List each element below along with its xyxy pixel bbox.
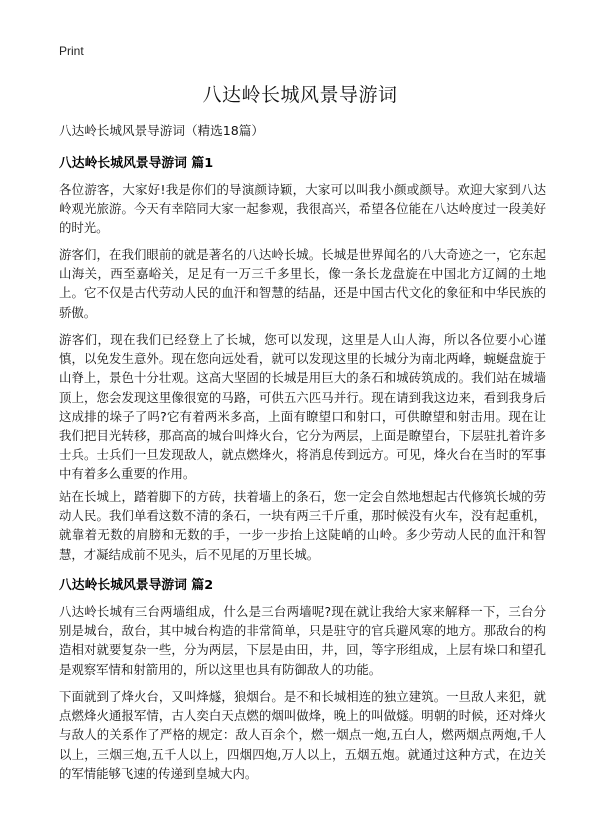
section-1-paragraph-3: 游客们，现在我们已经登上了长城，您可以发现，这里是人山人海，所以各位要小心谨慎，以免发生意外。现在您向远处看，就可以发现这里的长城分为南北两峰，蜿蜒盘旋于山脊上，景色十分壮观。这高大坚固的长城是用巨大的条石和城砖筑成的。我们站在城墙顶上，您会发现这里像很宽的马路，可供五六匹马并行。现在请到我这边来，看到我身后这成排的垛子了吗?它有着两米多高，上面有瞭望口和射口，可供瞭望和射击用。现在让我们把目光转移，那高高的城台叫烽火台，它分为两层，上面是瞭望台，下层驻扎着许多士兵。士兵们一旦发现敌人，就点燃烽火，将消息传到远方。可见，烽火台在当时的军事中有着多么重要的作用。 bbox=[59, 332, 546, 482]
section-heading-1: 八达岭长城风景导游词 篇1 bbox=[59, 156, 214, 171]
section-1-paragraph-2: 游客们，在我们眼前的就是著名的八达岭长城。长城是世界闻名的八大奇迹之一，它东起山海关，西至嘉峪关，足足有一万三千多里长，像一条长龙盘旋在中国北方辽阔的土地上。它不仅是古代劳动人民的血汗和智慧的结晶，还是中国古代文化的象征和中华民族的骄傲。 bbox=[59, 247, 546, 320]
section-2-paragraph-2: 下面就到了烽火台，又叫烽燧，狼烟台。是不和长城相连的独立建筑。一旦敌人来犯，就点燃烽火通报军情，古人奕白天点燃的烟叫做烽，晚上的叫做燧。明朝的时候，还对烽火与敌人的关系作了严格的规定：敌人百余个，燃一烟点一炮,五白人，燃两烟点两炮,千人以上，三烟三炮,五千人以上，四烟四炮,万人以上，五烟五炮。就通过这种方式，在边关的军情能够飞速的传递到皇城大内。 bbox=[59, 689, 546, 781]
document-subtitle: 八达岭长城风景导游词（精选18篇） bbox=[59, 123, 264, 138]
section-2-paragraph-1: 八达岭长城有三台两墙组成，什么是三台两墙呢?现在就让我给大家来解释一下，三台分别是城台，敌台，其中城台构造的非常简单，只是驻守的官兵避风寒的地方。那敌台的构造相对就要复杂一些，分为两层，下层是由田，井，回，等字形组成，上层有垛口和望孔是观察军情和射箭用的，所以这里也具有防御敌人的功能。 bbox=[59, 604, 546, 677]
section-1-paragraph-1: 各位游客，大家好!我是你们的导演颜诗颖，大家可以叫我小颜或颜导。欢迎大家到八达岭观光旅游。今天有幸陪同大家一起参观，我很高兴，希望各位能在八达岭度过一段美好的时光。 bbox=[59, 182, 546, 236]
print-label[interactable]: Print bbox=[59, 44, 84, 58]
section-heading-2: 八达岭长城风景导游词 篇2 bbox=[59, 578, 214, 593]
document-title: 八达岭长城风景导游词 bbox=[202, 84, 398, 106]
section-1-paragraph-4: 站在长城上，踏着脚下的方砖，扶着墙上的条石，您一定会自然地想起古代修筑长城的劳动人民。我们单看这数不清的条石，一块有两三千斤重，那时候没有火车，没有起重机，就靠着无数的肩膀和无数的手，一步一步抬上这陡峭的山岭。多少劳动人民的血汗和智慧，才凝结成前不见头，后不见尾的万里长城。 bbox=[59, 489, 546, 562]
